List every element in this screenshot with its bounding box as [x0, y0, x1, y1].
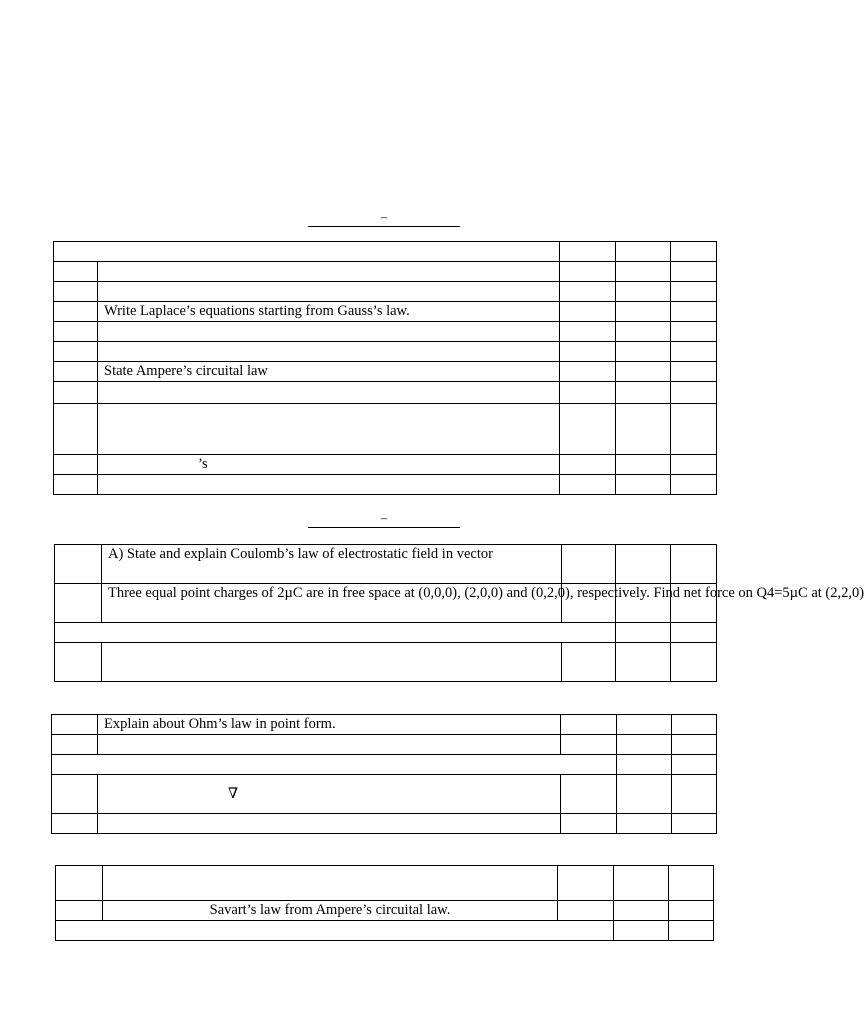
part-b-heading [308, 510, 460, 528]
question-fragment [98, 775, 561, 814]
table-row [55, 623, 717, 643]
question-2-table [51, 714, 717, 834]
header-cell [671, 242, 717, 262]
table-row [54, 342, 717, 362]
question-text: Savart’s law from Ampere’s circuital law. [103, 901, 558, 921]
table-row [54, 262, 717, 282]
question-fragment [98, 455, 560, 475]
table-row [54, 382, 717, 404]
table-row [52, 814, 717, 834]
table-row [56, 901, 714, 921]
table-row [52, 715, 717, 735]
header-cell [560, 242, 616, 262]
question-1-table [54, 544, 864, 682]
question-text: A) State and explain Coulomb’s law of electrostatic field in vector [102, 545, 562, 584]
table-row [52, 735, 717, 755]
question-3-table [55, 865, 714, 941]
table-row [54, 362, 717, 382]
table-row [56, 921, 714, 941]
part-b-heading-mark: – [380, 510, 388, 525]
table-row [54, 302, 717, 322]
question-text: State Ampere’s circuital law [98, 362, 560, 382]
part-a-table [53, 241, 717, 495]
table-row [54, 322, 717, 342]
table-row [54, 475, 717, 495]
question-text: Explain about Ohm’s law in point form. [98, 715, 561, 735]
header-cell [54, 242, 560, 262]
table-row [55, 584, 717, 623]
header-cell [616, 242, 671, 262]
table-row [52, 775, 717, 814]
part-a-heading-mark: – [380, 209, 388, 224]
table-row [54, 455, 717, 475]
table-row [55, 545, 717, 584]
table-row [54, 404, 717, 455]
question-text: Write Laplace’s equations starting from Gauss’s law. [98, 302, 560, 322]
table-row [55, 643, 717, 682]
table-row [54, 242, 717, 262]
question-text: Three equal point charges of 2µC are in free space at (0,0,0), (2,0,0) and (0,2,0), respectively. Find net force on Q4=5µC at (2,2,0) [102, 584, 562, 623]
nabla-symbol: ∇ [228, 785, 239, 802]
table-row [54, 282, 717, 302]
part-a-heading [308, 209, 460, 227]
table-row [56, 866, 714, 901]
table-row [52, 755, 717, 775]
fragment-text: ’s [198, 456, 208, 472]
